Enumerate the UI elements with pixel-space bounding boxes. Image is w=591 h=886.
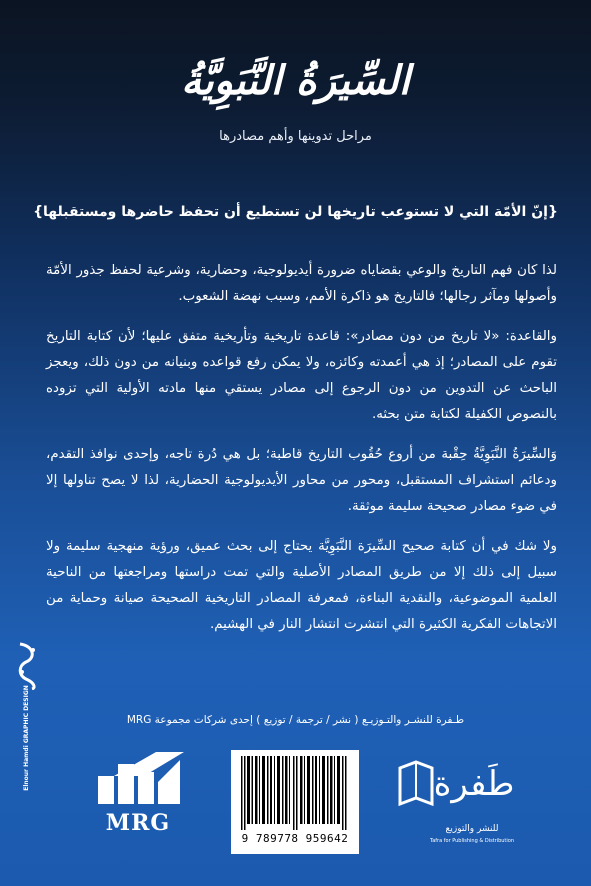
isbn-number: 9 789778 959642: [241, 832, 349, 845]
highlight-quote: {إنّ الأمّة التي لا تستوعب تاريخها لن تستطيع أن تحفظ حاضرها ومستقبلها}: [33, 204, 558, 220]
blurb-paragraph: والقاعدة: «لا تاريخ من دون مصادر»: قاعدة تاريخية وتأريخية متفق عليها؛ لأن كتابة التاريخ تقوم على المصادر؛ إذ هي أعمدته وكائزه، ولا يمكن رفع قواعده وبنيانه من دون ذلك، ويعجز الباحث عن التدوين من دون الرجوع إلى مصادر يستقي منها مادته الأولية التي تزوده بالنصوص الكفيلة لكتابة متن بحثه.: [46, 329, 557, 422]
designer-brand: Elnour Hamdi GRAPHIC DESIGN: [23, 685, 30, 791]
publisher-line: طـفرة للنشـر والتـوزيـع ( نشر / ترجمة / توزيع ) إحدى شركات مجموعة MRG: [126, 714, 465, 726]
title-block: [0, 55, 591, 144]
book-subtitle: مراحل تدوينها وأهم مصادرها: [219, 129, 372, 144]
tafra-logo-english: Tafra for Publishing & Distribution: [429, 838, 515, 844]
mrg-logo-text: MRG: [105, 810, 171, 836]
tafra-logo-subtitle: للنشر والتوزيع: [445, 824, 499, 834]
designer-mark-icon: [14, 640, 40, 690]
blurb-paragraph: لذا كان فهم التاريخ والوعي بقضاياه ضرورة أيديولوجية، وحضارية، وشرعية لحفظ جذور الأمّة وأصولها ومآثر رجالها؛ فالتاريخ هو ذاكرة الأمم، وسبب نهضة الشعوب.: [46, 263, 557, 304]
blurb-paragraph: ولا شك في أن كتابة صحيح السِّيرَة النَّبَوِيَّة يحتاج إلى بحث عميق، ورؤية منهجية سليمة ولا سبيل إلى ذلك إلا من طريق المصادر الأصلية والتي تمت دراستها ومراجعتها من الناحية العلمية الموضوعية، والنقدية البناءة، فمعرفة المصادر التاريخية الصحيحة صيانة وحماية من الاتجاهات الفكرية الكثيرة التي انتشرت انتشار النار في الهشيم.: [46, 539, 557, 632]
book-title: السِّيرَةُ النَّبَوِيَّةُ: [181, 57, 410, 104]
mrg-logo: [84, 746, 192, 842]
designer-logo: [14, 640, 40, 791]
isbn-barcode: [231, 750, 359, 854]
tafra-logo: [396, 738, 522, 856]
mrg-mark-icon: [84, 746, 192, 810]
blurb-paragraph: وَالسِّيرَةُ النَّبَوِيَّةُ حِقْبة من أروع حُقُوب التاريخ قاطبة؛ بل هي دُرة تاجه، وإحدى نوافذ التقدم، ودعائم استشراف المستقبل، ومحور من محاور الأيديولوجية الحضارية، لذا لا يصح تناولها إلا في ضوء مصادر صحيحة سليمة موثقة.: [46, 447, 557, 514]
blurb-text: [46, 258, 557, 652]
barcode-icon: [241, 756, 349, 830]
tafra-logo-word: طَفرة: [433, 764, 515, 804]
